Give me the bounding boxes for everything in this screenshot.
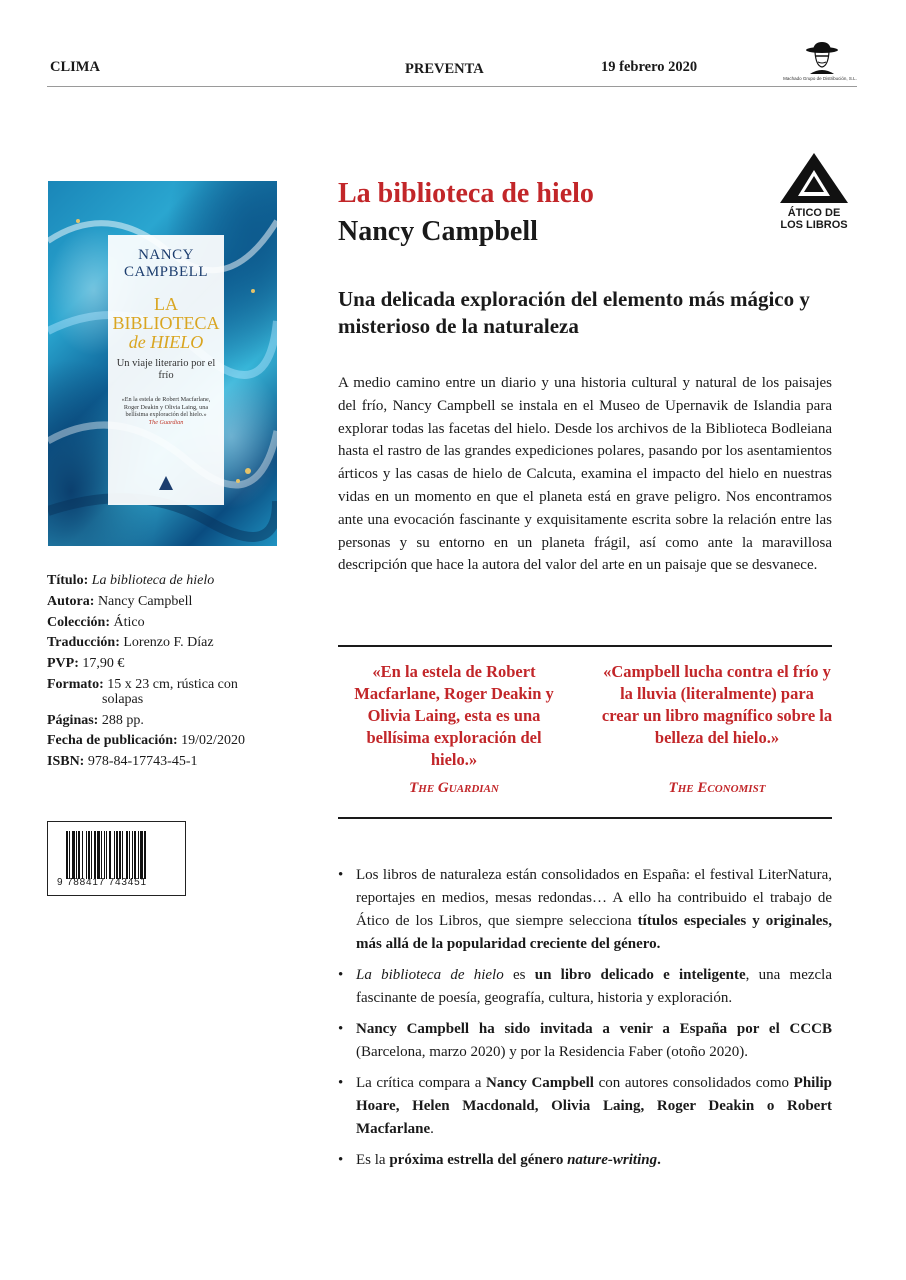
list-item: • La crítica compara a Nancy Campbell con autores consolidados como Philip Hoare, Helen Macdonald, Olivia Laing, Roger Deakin o Robert Macfarlane. (338, 1075, 833, 1137)
publisher-line: LOS LIBROS (780, 219, 848, 231)
barcode (47, 821, 186, 896)
spec-formato: Formato: 15 x 23 cm, rústica con (47, 676, 238, 692)
section-label: CLIMA (50, 59, 100, 75)
list-item: • La biblioteca de hielo es un libro delicado e inteligente, una mezcla fascinante de poesía, geografía, cultura, historia y exploración. (338, 967, 832, 1006)
distributor-logo (780, 40, 860, 84)
cover-title-line: de HIELO (128, 332, 204, 352)
cover-title-line: LA (154, 294, 178, 314)
spec-paginas: Páginas: 288 pp. (47, 712, 144, 728)
spec-traduccion: Traducción: Lorenzo F. Díaz (47, 635, 214, 651)
quote-economist-source: The Economist (668, 780, 766, 796)
description: A medio camino entre un diario y una historia cultural y natural de los paisajes del frío, Nancy Campbell se instala en el Museo de Upernavik de Islandia para explorar todas las facetas del hielo. Desde los archivos de la Biblioteca Bodleiana hasta el rastro de las grandes expediciones polares, pasando por los asentamientos árticos y las casas de hielo de Calcuta, examina el impacto del hielo en nuestras vidas en un momento en que el planeta está en grave peligro. Nos encontramos ante una evocación fascinante y exquisitamente escrita sobre la relación entre las personas y su entorno en un planeta frágil, así como ante la maravillosa descripción que hace la autora del valor del arte en un paisaje que se desvanece. (338, 375, 832, 574)
cover-title-line: BIBLIOTECA (112, 313, 220, 333)
quote-economist: «Campbell lucha contra el frío y la lluvia (literalmente) para crear un libro magnífico sobre la belleza del hielo.» (601, 662, 833, 747)
spec-isbn: ISBN: 978-84-17743-45-1 (47, 754, 198, 770)
list-item: • Es la próxima estrella del género nature-writing. (338, 1152, 661, 1168)
quote-rule-top (338, 645, 832, 647)
headline: Una delicada exploración del elemento más mágico y misterioso de la naturaleza (338, 287, 810, 338)
barcode-bars (66, 831, 176, 879)
spec-titulo: Título: La biblioteca de hielo (47, 573, 215, 588)
cover-quote: «En la estela de Robert Macfarlane, Roger Deakin y Olivia Laing, una bellísima exploración del hielo.» (121, 396, 211, 418)
quote-guardian: «En la estela de Robert Macfarlane, Roger Deakin y Olivia Laing, esta es una bellísima exploración del hielo.» (354, 662, 554, 769)
date-label: 19 febrero 2020 (601, 59, 698, 75)
list-item: • Nancy Campbell ha sido invitada a venir a España por el CCCB (Barcelona, marzo 2020) y por la Residencia Faber (otoño 2020). (338, 1021, 832, 1060)
publisher-line: ÁTICO DE (787, 207, 841, 219)
publisher-name (778, 207, 850, 231)
barcode-digits: 9 788417 743451 (57, 877, 147, 888)
spec-formato-cont: solapas (102, 691, 144, 707)
cover-author: NANCY CAMPBELL (123, 247, 208, 280)
book-specs (47, 571, 287, 773)
publisher-triangle-icon (158, 475, 174, 491)
status-label: PREVENTA (405, 61, 484, 77)
book-cover (48, 181, 277, 546)
spec-fecha: Fecha de publicación: 19/02/2020 (47, 733, 245, 749)
cover-subtitle: Un viaje literario por el frío (116, 358, 216, 381)
quote-rule-bottom (338, 817, 832, 819)
cover-title-card (108, 235, 224, 505)
cover-quote-source: The Guardian (148, 418, 184, 426)
atico-triangle-icon (778, 152, 850, 204)
selling-points (338, 864, 832, 1180)
quote-guardian-source: The Guardian (409, 780, 499, 796)
spec-autora: Autora: Nancy Campbell (47, 593, 193, 609)
distributor-name: Machado Grupo de Distribución, S.L. (783, 76, 857, 81)
hat-man-icon (780, 40, 860, 76)
list-item: • Los libros de naturaleza están consolidados en España: el festival LiterNatura, reportajes en medios, mesas redondas… A ello ha contribuido el trabajo de Ático de los Libros, que siempre selecciona títulos especiales y originales, más allá de la popularidad creciente del género. (338, 867, 832, 952)
spec-pvp: PVP: 17,90 € (47, 656, 125, 672)
spec-coleccion: Colección: Ático (47, 614, 145, 630)
book-title: La biblioteca de hielo (338, 178, 594, 209)
book-author: Nancy Campbell (338, 216, 538, 247)
publisher-logo (778, 152, 850, 238)
header-rule (47, 86, 857, 87)
cover-title (108, 295, 224, 352)
